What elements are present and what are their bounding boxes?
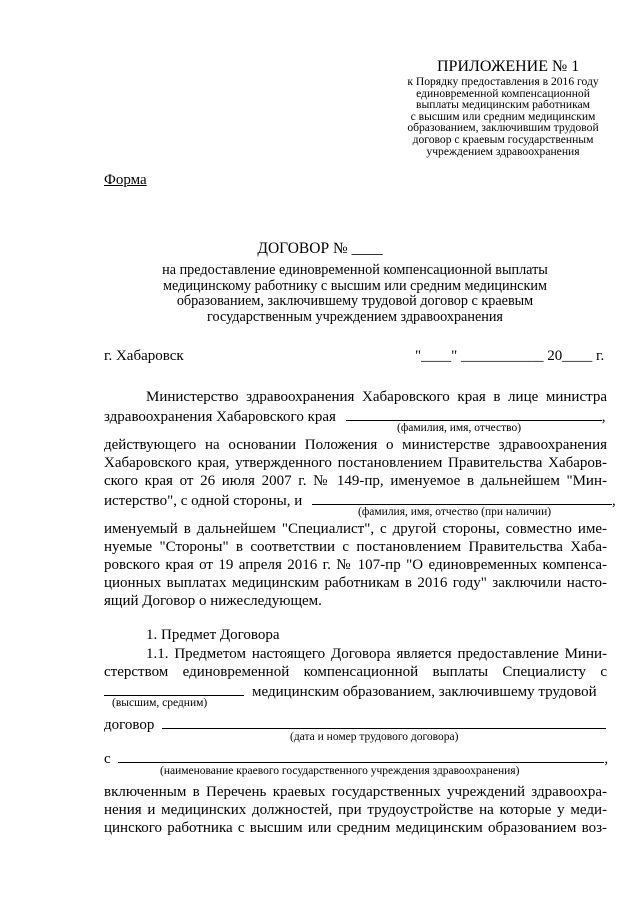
section1-line: стерством единовременной компенсационной выплаты Специалисту с [104, 664, 607, 680]
contract-date-number-field[interactable] [162, 714, 606, 729]
para1-specialist-row: истерство", с одной стороны, и , [104, 490, 607, 510]
para1-line: ящий Договор о нижеследующем. [104, 593, 322, 609]
para1-line: ционных выплатах медицинским работникам в 2016 году" заключили насто- [104, 575, 607, 591]
appendix-line: учреждением здравоохранения [426, 144, 580, 158]
section1-heading: 1. Предмет Договора [146, 627, 280, 643]
caption-institution: (наименование краевого государственного учреждения здравоохранения) [160, 765, 520, 777]
specialist-name-field[interactable] [312, 490, 612, 505]
section1-line: медицинским образованием, заключившему трудовой [252, 684, 597, 700]
document-title: ДОГОВОР № ____ [257, 240, 383, 257]
document-subtitle [100, 263, 610, 325]
education-level-field[interactable] [104, 681, 244, 696]
caption-minister: (фамилия, имя, отчество) [397, 422, 522, 434]
section1-line: цинского работника с высшим или средним медицинским образованием воз- [104, 820, 607, 836]
with-word: с [104, 751, 111, 767]
subtitle-line: медицинскому работнику с высшим или средним медицинским [163, 277, 547, 294]
para1-line: здравоохранения Хабаровского края [104, 409, 336, 425]
para1-minister-row: здравоохранения Хабаровского края , [104, 406, 607, 426]
para1-line: именуемый в дальнейшем "Специалист", с другой стороны, совместно име- [104, 521, 607, 537]
para1-line: истерство", с одной стороны, и [104, 493, 303, 509]
appendix-line: договор с краевым государственным [412, 132, 594, 146]
section1-line: 1.1. Предметом настоящего Договора является предоставление Мини- [146, 646, 607, 662]
subtitle-line: образованием, заключившему трудовой договор с краевым [176, 293, 534, 310]
para1-line: Министерство здравоохранения Хабаровского края в лице министра [146, 389, 607, 405]
para1-line: нуемые "Стороны" в соответствии с постановлением Правительства Хаба- [104, 539, 607, 555]
appendix-line: к Порядку предоставления в 2016 году [407, 75, 599, 88]
section1-line: включенным в Перечень краевых государственных учреждений здравоохра- [104, 784, 607, 800]
subtitle-line: государственным учреждением здравоохранения [207, 308, 503, 325]
subtitle-line: на предоставление единовременной компенсационной выплаты [162, 262, 548, 278]
appendix-line: образованием, заключившим трудовой [407, 121, 599, 135]
appendix-line: выплаты медицинским работникам [415, 98, 591, 112]
appendix-subtitle [380, 76, 626, 157]
para1-line: действующего на основании Положения о министерстве здравоохранения [104, 437, 607, 453]
para1-line: Хабаровского края, утвержденного постановлением Правительства Хабаров- [104, 455, 607, 471]
appendix-title: ПРИЛОЖЕНИЕ № 1 [437, 58, 580, 75]
form-label: Форма [104, 172, 147, 188]
para1-line: ровского края от 19 апреля 2016 г. № 107-пр "О единовременных компенса- [104, 557, 607, 573]
section1-line: нения и медицинских должностей, при трудоустройстве на которые у меди- [104, 802, 607, 818]
minister-name-field[interactable] [346, 406, 602, 421]
para1-line: ского края от 26 июля 2007 г. № 149-пр, именуемое в дальнейшем "Мин- [104, 473, 607, 489]
caption-specialist: (фамилия, имя, отчество (при наличии) [358, 506, 552, 518]
section1-institution-row: с , [104, 748, 607, 768]
contract-word: договор [104, 717, 155, 733]
appendix-line: единовременной компенсационной [416, 86, 590, 100]
institution-name-field[interactable] [118, 748, 604, 763]
place: г. Хабаровск [104, 348, 184, 364]
contract-date: "____" ___________ 20____ г. [415, 348, 605, 364]
caption-education-level: (высшим, средним) [112, 697, 208, 709]
appendix-line: с высшим или средним медицинским [410, 109, 596, 123]
caption-contract: (дата и номер трудового договора) [290, 731, 459, 743]
